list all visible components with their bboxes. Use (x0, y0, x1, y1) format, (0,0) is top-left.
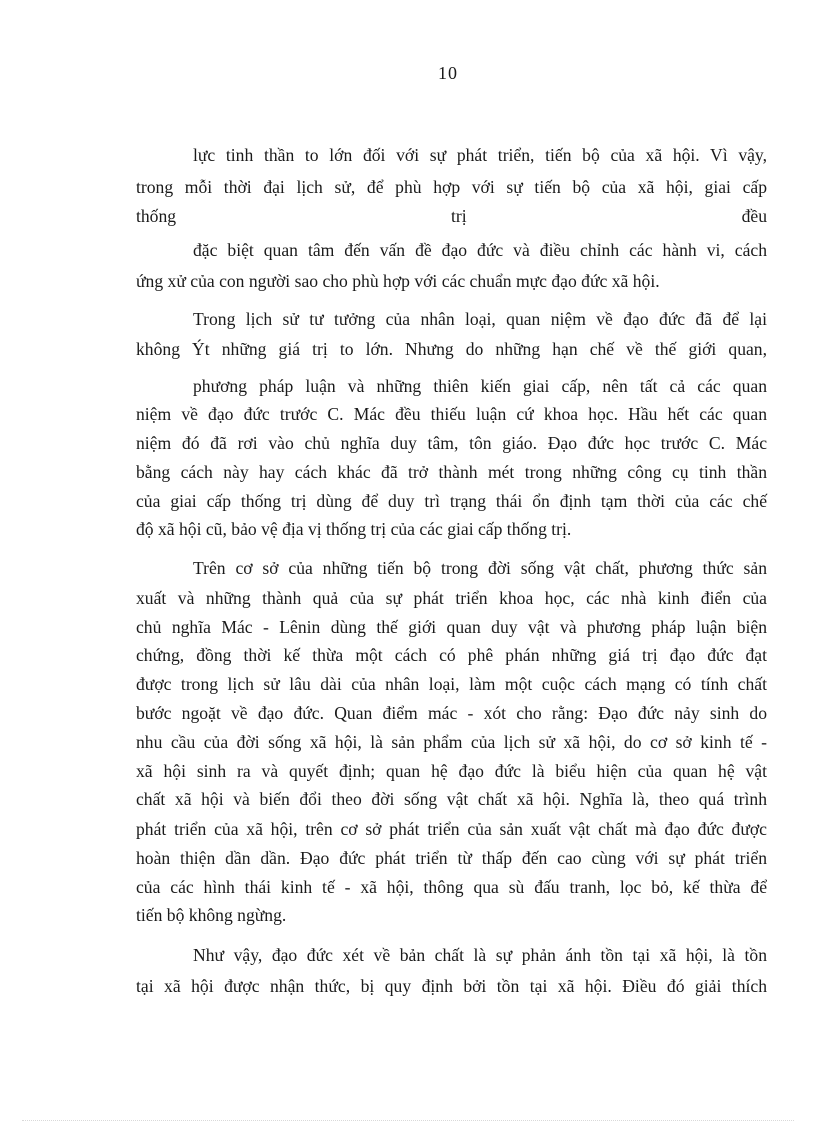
paragraph-line: nhu cầu của đời sống xã hội, là sản phẩm của lịch sử xã hội, do cơ sở kinh tế - (136, 732, 767, 752)
paragraph-line: hoàn thiện dần dần. Đạo đức phát triển từ thấp đến cao cùng với sự phát triển (136, 848, 767, 868)
paragraph-line: chất xã hội và biến đổi theo đời sống vật chất xã hội. Nghĩa là, theo quá trình (136, 789, 767, 809)
paragraph-line: ứng xử của con người sao cho phù hợp với các chuẩn mực đạo đức xã hội. (136, 271, 660, 291)
paragraph-line: không Ýt những giá trị to lớn. Nhưng do những hạn chế về thế giới quan, (136, 339, 767, 359)
paragraph-line: bằng cách này hay cách khác đã trở thành mét trong những công cụ tinh thần (136, 462, 767, 482)
paragraph-line: chứng, đồng thời kế thừa một cách có phê phán những giá trị đạo đức đạt (136, 645, 767, 665)
paragraph-line: tiến bộ không ngừng. (136, 905, 287, 925)
paragraph-line: đặc biệt quan tâm đến vấn đề đạo đức và điều chỉnh các hành vi, cách (193, 240, 767, 260)
paragraph-line: trong mỗi thời đại lịch sử, để phù hợp với sự tiến bộ của xã hội, giai cấp (136, 177, 767, 197)
paragraph-line: thống trị đều (136, 206, 767, 226)
paragraph-line: độ xã hội cũ, bảo vệ địa vị thống trị của các giai cấp thống trị. (136, 519, 572, 539)
paragraph-line: Như vậy, đạo đức xét về bản chất là sự phản ánh tồn tại xã hội, là tồn (193, 945, 767, 965)
paragraph-line: Trong lịch sử tư tưởng của nhân loại, quan niệm về đạo đức đã để lại (193, 309, 767, 329)
paragraph-line: xã hội sinh ra và quyết định; quan hệ đạo đức là biểu hiện của quan hệ vật (136, 761, 767, 781)
paragraph-line: tại xã hội được nhận thức, bị quy định bởi tồn tại xã hội. Điều đó giải thích (136, 976, 767, 996)
paragraph-line: được trong lịch sử lâu dài của nhân loại, làm một cuộc cách mạng có tính chất (136, 674, 767, 694)
page-bottom-rule (22, 1120, 794, 1121)
paragraph-line: phát triển của xã hội, trên cơ sở phát triển của sản xuất vật chất mà đạo đức được (136, 819, 767, 839)
paragraph-line: lực tinh thần to lớn đối với sự phát triển, tiến bộ của xã hội. Vì vậy, (193, 145, 767, 165)
page-number: 10 (438, 63, 458, 83)
paragraph-line: niệm về đạo đức trước C. Mác đều thiếu luận cứ khoa học. Hầu hết các quan (136, 404, 767, 424)
paragraph-line: bước ngoặt về đạo đức. Quan điểm mác - xót cho rằng: Đạo đức nảy sinh do (136, 703, 767, 723)
paragraph-line: của giai cấp thống trị dùng để duy trì trạng thái ổn định tạm thời của các chế (136, 491, 767, 511)
paragraph-line: Trên cơ sở của những tiến bộ trong đời sống vật chất, phương thức sản (193, 558, 767, 578)
paragraph-line: của các hình thái kinh tế - xã hội, thông qua sù đấu tranh, lọc bỏ, kế thừa để (136, 877, 767, 897)
paragraph-line: phương pháp luận và những thiên kiến giai cấp, nên tất cả các quan (193, 376, 767, 396)
paragraph-line: xuất và những thành quả của sự phát triển khoa học, các nhà kinh điển của (136, 588, 767, 608)
paragraph-line: chủ nghĩa Mác - Lênin dùng thế giới quan duy vật và phương pháp luận biện (136, 617, 767, 637)
paragraph-line: niệm đó đã rơi vào chủ nghĩa duy tâm, tôn giáo. Đạo đức học trước C. Mác (136, 433, 767, 453)
